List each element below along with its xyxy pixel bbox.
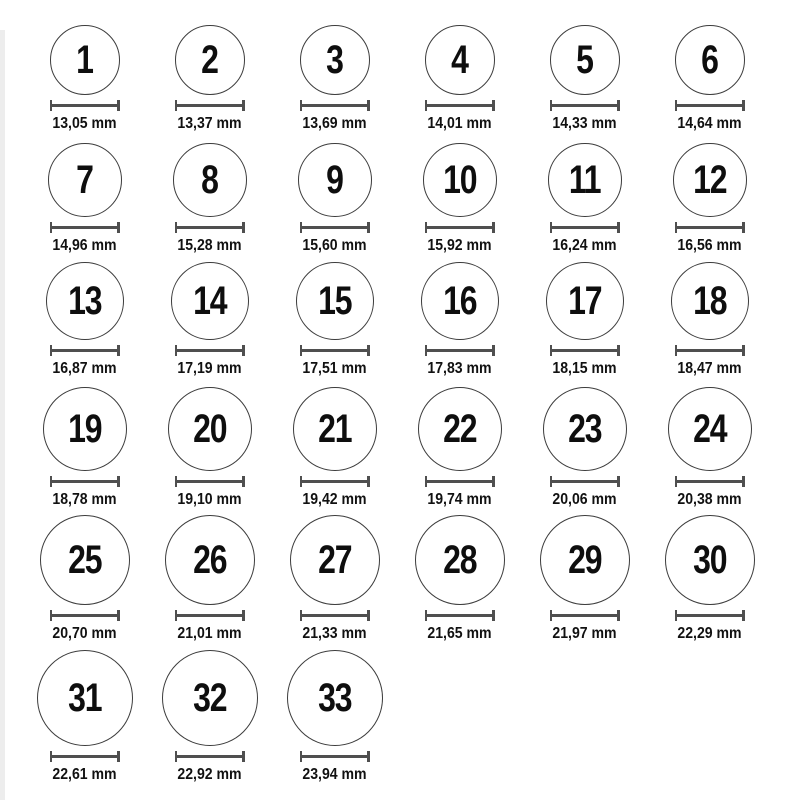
ring-size-item — [22, 515, 147, 643]
ring-size-item — [522, 143, 647, 255]
diameter-label: 14,01 mm — [427, 115, 492, 132]
diameter-measure-line — [50, 100, 120, 111]
diameter-measure-line — [50, 610, 120, 621]
diameter-measure-line — [300, 100, 370, 111]
ring-size-item — [647, 387, 772, 509]
ring-size-item — [647, 515, 772, 643]
measure-tick — [175, 751, 178, 762]
ring-circle — [675, 25, 745, 95]
measure-bar — [675, 614, 745, 617]
measure-tick — [175, 222, 178, 233]
ring-size-item — [22, 387, 147, 509]
diameter-label: 21,97 mm — [552, 625, 617, 642]
ring-circle — [300, 25, 370, 95]
measure-tick — [742, 100, 745, 111]
ring-size-item — [397, 262, 522, 378]
measure-tick — [425, 345, 428, 356]
ring-size-item — [272, 650, 397, 784]
ring-size-item — [522, 25, 647, 133]
diameter-label: 15,60 mm — [302, 237, 367, 254]
measure-tick — [367, 100, 370, 111]
measure-tick — [675, 100, 678, 111]
measure-tick — [117, 751, 120, 762]
ring-size-number: 21 — [317, 407, 352, 451]
ring-size-item — [147, 515, 272, 643]
ring-size-number: 17 — [567, 279, 602, 323]
measure-bar — [175, 480, 245, 483]
measure-tick — [492, 345, 495, 356]
diameter-measure-line — [50, 751, 120, 762]
ring-size-number: 11 — [568, 158, 601, 202]
measure-bar — [300, 480, 370, 483]
size-row — [22, 515, 800, 650]
measure-tick — [425, 610, 428, 621]
measure-bar — [425, 480, 495, 483]
ring-size-item — [147, 143, 272, 255]
measure-bar — [675, 349, 745, 352]
measure-tick — [742, 345, 745, 356]
measure-tick — [492, 476, 495, 487]
diameter-label: 21,01 mm — [177, 625, 242, 642]
diameter-label: 18,15 mm — [552, 360, 617, 377]
diameter-measure-line — [50, 345, 120, 356]
measure-tick — [300, 751, 303, 762]
ring-size-number: 3 — [326, 38, 343, 82]
ring-size-number: 26 — [192, 538, 227, 582]
ring-size-number: 19 — [67, 407, 102, 451]
measure-tick — [367, 345, 370, 356]
diameter-measure-line — [550, 610, 620, 621]
measure-bar — [550, 480, 620, 483]
measure-bar — [300, 349, 370, 352]
measure-bar — [550, 226, 620, 229]
measure-bar — [175, 104, 245, 107]
size-row — [22, 25, 800, 143]
ring-size-item — [397, 143, 522, 255]
ring-circle — [171, 262, 249, 340]
ring-circle — [48, 143, 122, 217]
measure-tick — [550, 222, 553, 233]
size-row — [22, 650, 800, 800]
diameter-label: 20,38 mm — [677, 491, 742, 508]
ring-size-item — [272, 143, 397, 255]
diameter-measure-line — [175, 610, 245, 621]
measure-tick — [50, 345, 53, 356]
diameter-label: 22,61 mm — [52, 766, 117, 783]
measure-tick — [117, 476, 120, 487]
diameter-label: 13,37 mm — [177, 115, 242, 132]
ring-size-number: 8 — [201, 158, 218, 202]
ring-size-number: 4 — [451, 38, 468, 82]
measure-tick — [50, 222, 53, 233]
ring-size-item — [147, 262, 272, 378]
measure-tick — [617, 100, 620, 111]
diameter-label: 14,96 mm — [52, 237, 117, 254]
ring-circle — [175, 25, 245, 95]
ring-size-item — [522, 387, 647, 509]
diameter-label: 18,47 mm — [677, 360, 742, 377]
ring-size-number: 15 — [317, 279, 352, 323]
size-row — [22, 143, 800, 262]
ring-size-item — [522, 262, 647, 378]
measure-tick — [425, 476, 428, 487]
diameter-label: 14,64 mm — [677, 115, 742, 132]
measure-tick — [242, 100, 245, 111]
measure-tick — [617, 345, 620, 356]
ring-size-number: 29 — [567, 538, 602, 582]
ring-size-item — [272, 387, 397, 509]
size-row — [22, 387, 800, 515]
diameter-measure-line — [425, 100, 495, 111]
ring-circle — [673, 143, 747, 217]
measure-tick — [242, 610, 245, 621]
measure-tick — [175, 476, 178, 487]
ring-size-item — [22, 143, 147, 255]
ring-size-number: 33 — [317, 676, 352, 720]
measure-tick — [117, 222, 120, 233]
measure-bar — [175, 349, 245, 352]
diameter-measure-line — [425, 345, 495, 356]
measure-tick — [492, 610, 495, 621]
diameter-label: 22,29 mm — [677, 625, 742, 642]
ring-size-number: 20 — [192, 407, 227, 451]
measure-bar — [175, 755, 245, 758]
diameter-measure-line — [425, 610, 495, 621]
measure-bar — [425, 226, 495, 229]
measure-bar — [425, 104, 495, 107]
ring-size-item — [22, 262, 147, 378]
ring-circle — [665, 515, 755, 605]
ring-circle — [543, 387, 627, 471]
measure-bar — [300, 614, 370, 617]
ring-size-number: 27 — [317, 538, 352, 582]
ring-circle — [423, 143, 497, 217]
diameter-label: 16,87 mm — [52, 360, 117, 377]
diameter-label: 21,33 mm — [302, 625, 367, 642]
ring-circle — [165, 515, 255, 605]
ring-size-number: 32 — [192, 676, 227, 720]
measure-bar — [425, 349, 495, 352]
measure-tick — [550, 100, 553, 111]
measure-tick — [367, 476, 370, 487]
ring-circle — [293, 387, 377, 471]
diameter-measure-line — [300, 222, 370, 233]
diameter-label: 16,24 mm — [552, 237, 617, 254]
ring-size-item — [147, 25, 272, 133]
diameter-measure-line — [175, 476, 245, 487]
measure-bar — [550, 614, 620, 617]
diameter-label: 20,70 mm — [52, 625, 117, 642]
measure-bar — [425, 614, 495, 617]
ring-size-item — [397, 25, 522, 133]
ring-size-number: 12 — [692, 158, 727, 202]
measure-tick — [742, 610, 745, 621]
ring-size-item — [522, 515, 647, 643]
ring-size-number: 7 — [76, 158, 93, 202]
ring-size-item — [22, 650, 147, 784]
diameter-label: 15,28 mm — [177, 237, 242, 254]
measure-tick — [425, 222, 428, 233]
ring-size-item — [272, 262, 397, 378]
measure-bar — [675, 226, 745, 229]
ring-size-number: 24 — [692, 407, 727, 451]
measure-tick — [617, 222, 620, 233]
diameter-measure-line — [175, 751, 245, 762]
measure-bar — [550, 349, 620, 352]
ring-size-item — [272, 25, 397, 133]
measure-tick — [742, 222, 745, 233]
ring-circle — [546, 262, 624, 340]
ring-circle — [550, 25, 620, 95]
diameter-label: 18,78 mm — [52, 491, 117, 508]
ring-size-number: 23 — [567, 407, 602, 451]
measure-tick — [242, 476, 245, 487]
diameter-label: 19,10 mm — [177, 491, 242, 508]
diameter-measure-line — [550, 222, 620, 233]
ring-size-item — [397, 387, 522, 509]
measure-tick — [175, 100, 178, 111]
ring-circle — [668, 387, 752, 471]
measure-tick — [50, 610, 53, 621]
measure-bar — [50, 755, 120, 758]
ring-size-item — [147, 650, 272, 784]
measure-tick — [242, 751, 245, 762]
ring-circle — [548, 143, 622, 217]
ring-size-number: 13 — [67, 279, 102, 323]
diameter-label: 17,83 mm — [427, 360, 492, 377]
ring-size-number: 2 — [201, 38, 218, 82]
diameter-label: 20,06 mm — [552, 491, 617, 508]
measure-tick — [367, 610, 370, 621]
diameter-label: 23,94 mm — [302, 766, 367, 783]
measure-bar — [50, 480, 120, 483]
ring-circle — [290, 515, 380, 605]
ring-size-item — [22, 25, 147, 133]
diameter-measure-line — [300, 345, 370, 356]
ring-size-number: 25 — [67, 538, 102, 582]
diameter-label: 17,19 mm — [177, 360, 242, 377]
ring-circle — [40, 515, 130, 605]
diameter-label: 17,51 mm — [302, 360, 367, 377]
ring-size-number: 10 — [442, 158, 477, 202]
diameter-label: 22,92 mm — [177, 766, 242, 783]
measure-tick — [492, 100, 495, 111]
diameter-measure-line — [675, 610, 745, 621]
diameter-measure-line — [50, 476, 120, 487]
measure-tick — [50, 751, 53, 762]
measure-tick — [617, 476, 620, 487]
ring-size-number: 14 — [192, 279, 227, 323]
measure-tick — [550, 610, 553, 621]
measure-bar — [50, 226, 120, 229]
measure-tick — [300, 610, 303, 621]
measure-tick — [367, 751, 370, 762]
measure-tick — [117, 345, 120, 356]
ring-circle — [418, 387, 502, 471]
diameter-measure-line — [50, 222, 120, 233]
diameter-measure-line — [175, 100, 245, 111]
measure-tick — [675, 222, 678, 233]
measure-bar — [300, 755, 370, 758]
diameter-label: 19,74 mm — [427, 491, 492, 508]
measure-tick — [175, 610, 178, 621]
diameter-measure-line — [425, 222, 495, 233]
ring-size-item — [272, 515, 397, 643]
diameter-label: 13,69 mm — [302, 115, 367, 132]
diameter-measure-line — [300, 476, 370, 487]
diameter-label: 13,05 mm — [52, 115, 117, 132]
measure-tick — [50, 476, 53, 487]
diameter-measure-line — [550, 100, 620, 111]
measure-tick — [117, 100, 120, 111]
measure-tick — [175, 345, 178, 356]
measure-bar — [300, 226, 370, 229]
diameter-measure-line — [675, 100, 745, 111]
ring-circle — [37, 650, 133, 746]
measure-tick — [550, 476, 553, 487]
diameter-measure-line — [550, 345, 620, 356]
diameter-measure-line — [300, 610, 370, 621]
diameter-measure-line — [550, 476, 620, 487]
measure-tick — [300, 345, 303, 356]
ring-circle — [421, 262, 499, 340]
measure-tick — [367, 222, 370, 233]
ring-size-number: 1 — [76, 38, 93, 82]
measure-tick — [117, 610, 120, 621]
measure-bar — [50, 349, 120, 352]
diameter-measure-line — [175, 222, 245, 233]
measure-tick — [617, 610, 620, 621]
measure-tick — [742, 476, 745, 487]
measure-tick — [300, 222, 303, 233]
measure-tick — [492, 222, 495, 233]
ring-size-item — [147, 387, 272, 509]
diameter-label: 14,33 mm — [552, 115, 617, 132]
ring-circle — [425, 25, 495, 95]
diameter-label: 15,92 mm — [427, 237, 492, 254]
diameter-label: 21,65 mm — [427, 625, 492, 642]
measure-bar — [175, 614, 245, 617]
ring-size-number: 5 — [576, 38, 593, 82]
measure-tick — [300, 476, 303, 487]
measure-tick — [675, 610, 678, 621]
ring-size-number: 9 — [326, 158, 343, 202]
ring-size-item — [397, 515, 522, 643]
ring-size-number: 31 — [67, 676, 102, 720]
diameter-measure-line — [425, 476, 495, 487]
ring-size-number: 16 — [442, 279, 477, 323]
measure-tick — [242, 222, 245, 233]
diameter-label: 19,42 mm — [302, 491, 367, 508]
ring-size-number: 30 — [692, 538, 727, 582]
ring-circle — [287, 650, 383, 746]
diameter-label: 16,56 mm — [677, 237, 742, 254]
ring-size-number: 28 — [442, 538, 477, 582]
measure-bar — [50, 104, 120, 107]
diameter-measure-line — [175, 345, 245, 356]
ring-circle — [50, 25, 120, 95]
size-row — [22, 262, 800, 387]
measure-tick — [242, 345, 245, 356]
ring-circle — [168, 387, 252, 471]
ring-circle — [43, 387, 127, 471]
ring-circle — [162, 650, 258, 746]
measure-tick — [425, 100, 428, 111]
ring-circle — [415, 515, 505, 605]
ring-size-item — [647, 143, 772, 255]
ring-circle — [298, 143, 372, 217]
measure-tick — [675, 476, 678, 487]
diameter-measure-line — [675, 345, 745, 356]
ring-size-item — [647, 262, 772, 378]
measure-bar — [175, 226, 245, 229]
measure-bar — [50, 614, 120, 617]
measure-tick — [300, 100, 303, 111]
ring-circle — [671, 262, 749, 340]
measure-bar — [675, 104, 745, 107]
ring-circle — [296, 262, 374, 340]
measure-bar — [550, 104, 620, 107]
ring-circle — [173, 143, 247, 217]
measure-tick — [550, 345, 553, 356]
measure-tick — [675, 345, 678, 356]
diameter-measure-line — [675, 222, 745, 233]
ring-circle — [540, 515, 630, 605]
ring-size-item — [647, 25, 772, 133]
diameter-measure-line — [300, 751, 370, 762]
measure-tick — [50, 100, 53, 111]
measure-bar — [675, 480, 745, 483]
ring-circle — [46, 262, 124, 340]
diameter-measure-line — [675, 476, 745, 487]
ring-size-number: 6 — [701, 38, 718, 82]
measure-bar — [300, 104, 370, 107]
ring-size-number: 18 — [692, 279, 727, 323]
ring-size-number: 22 — [442, 407, 477, 451]
